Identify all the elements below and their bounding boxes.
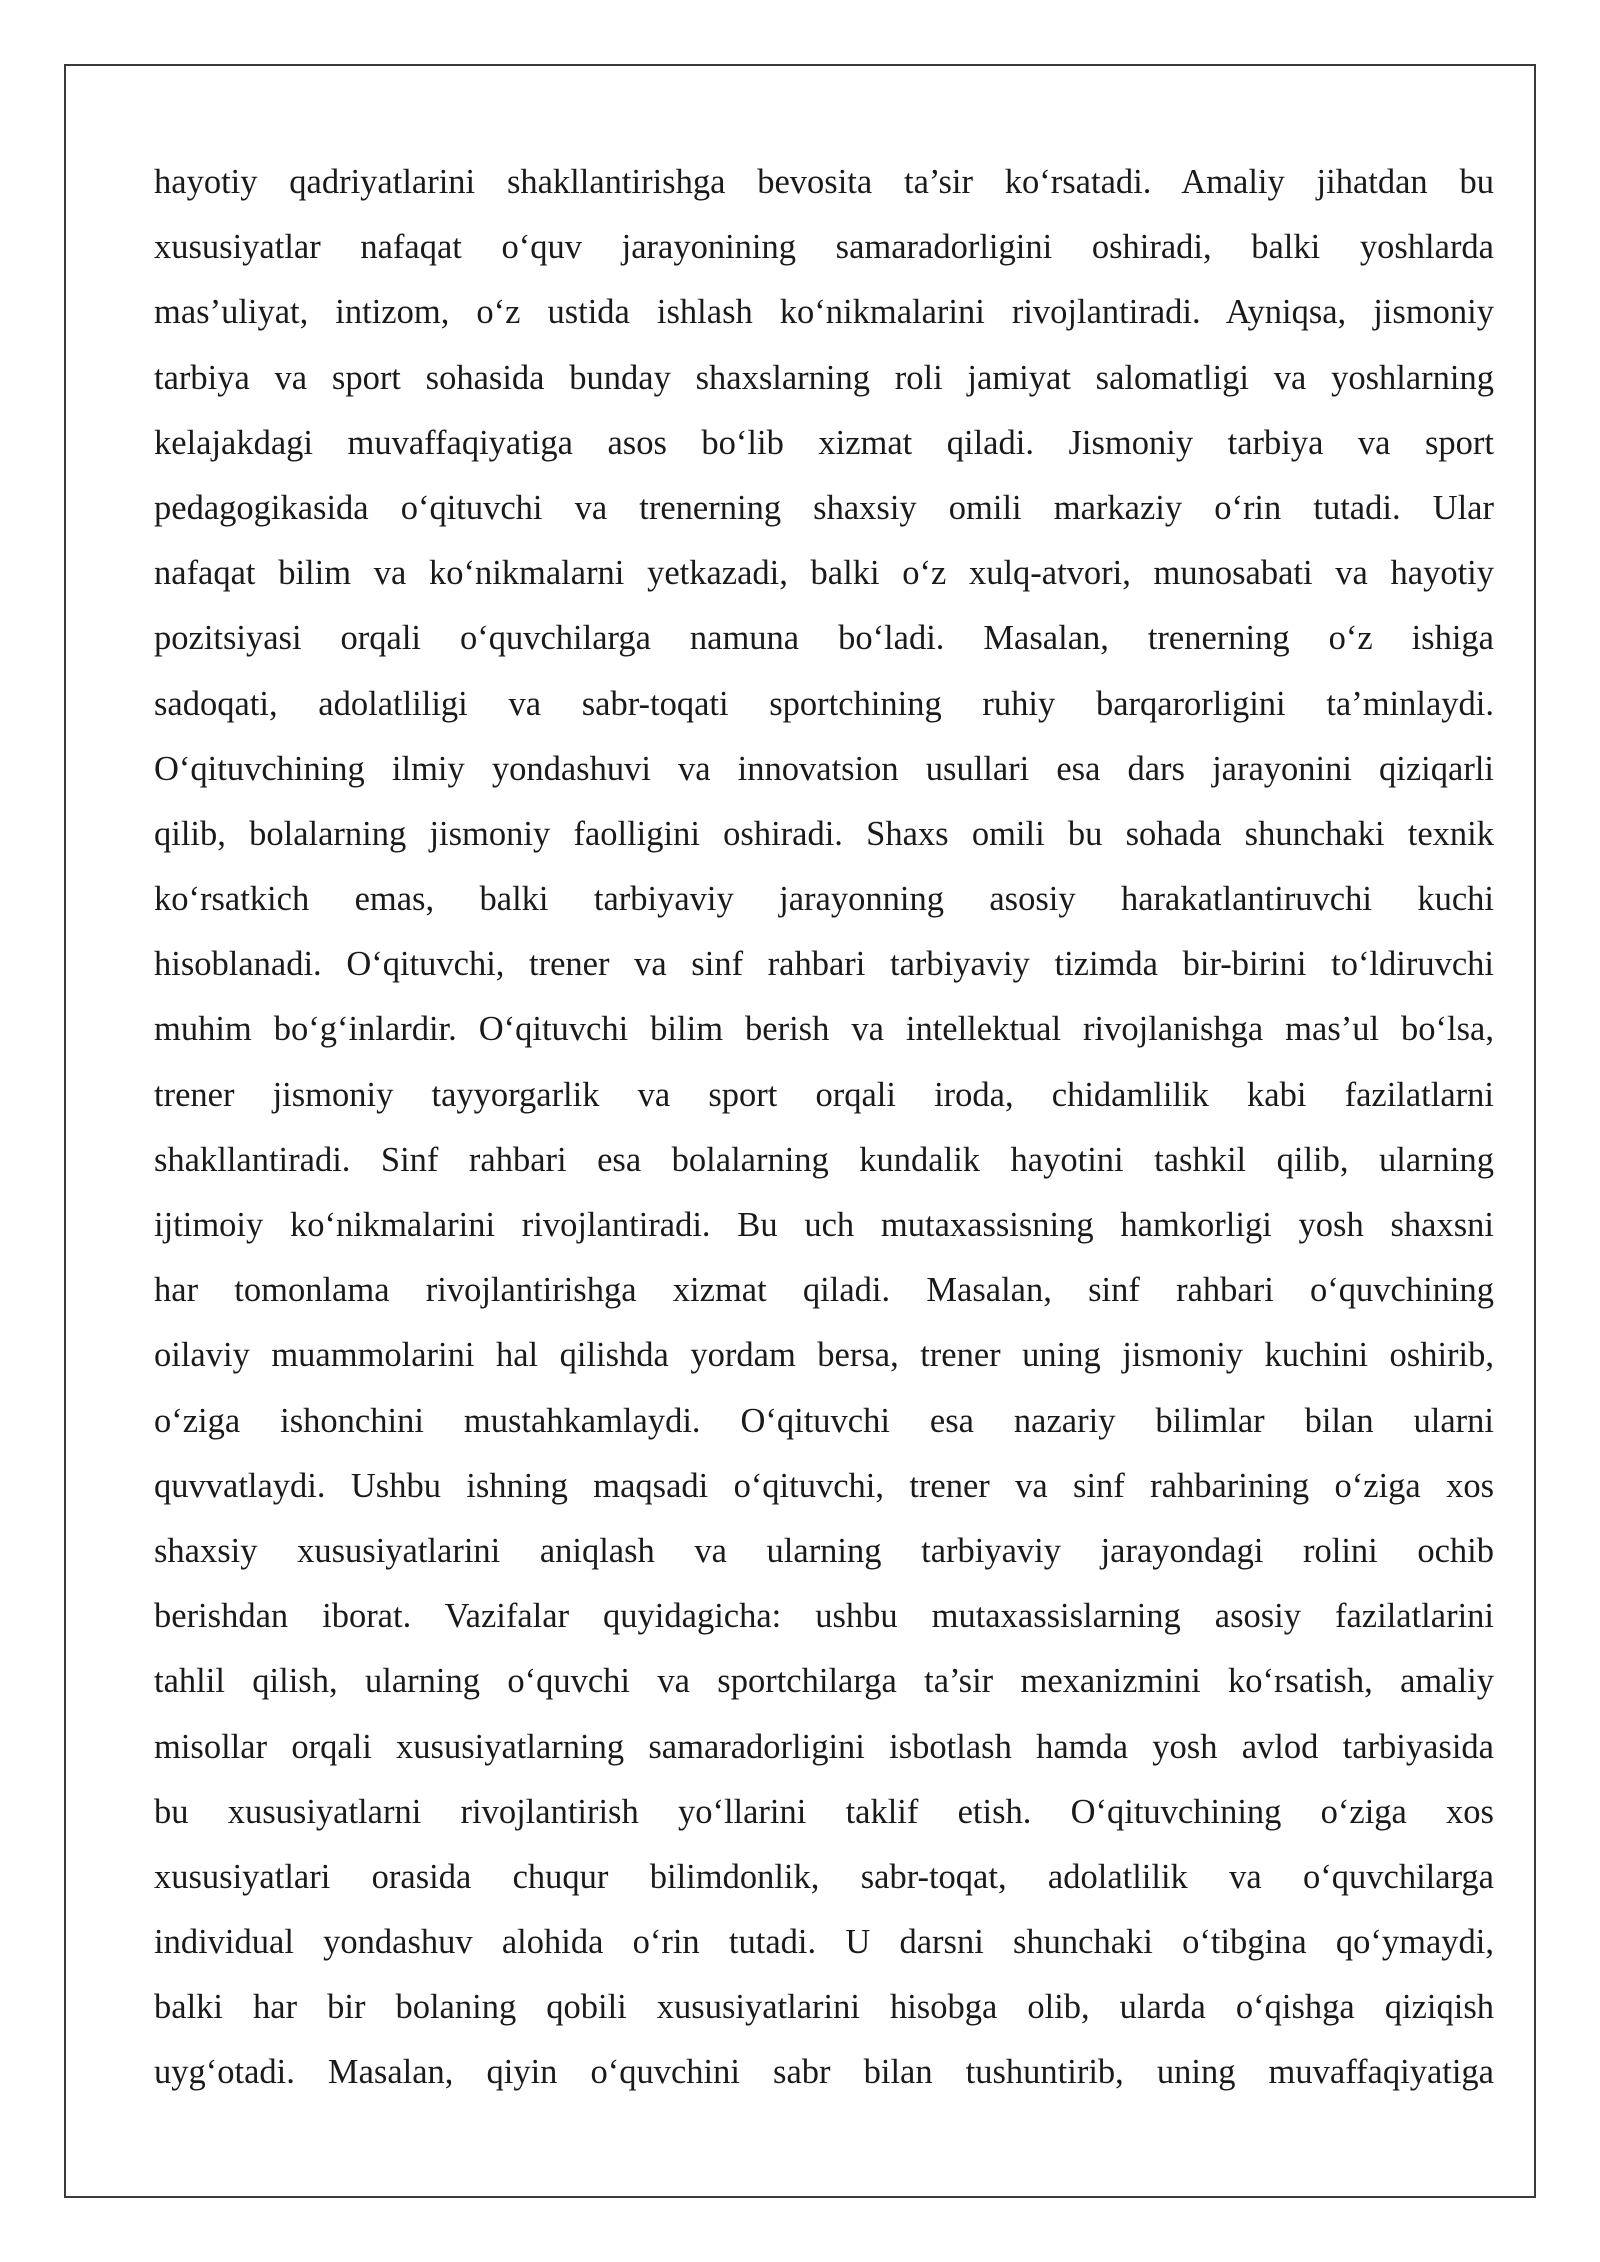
text-line-29: balki har bir bolaning qobili xususiyatlarini hisobga olib, ularda o‘qishga qiziqish — [154, 1988, 1494, 2027]
text-line-23: berishdan iborat. Vazifalar quyidagicha: ushbu mutaxassislarning asosiy fazilatlarini — [154, 1597, 1494, 1636]
text-line-24: tahlil qilish, ularning o‘quvchi va sportchilarga ta’sir mexanizmini ko‘rsatish, amaliy — [154, 1662, 1494, 1701]
text-line-18: har tomonlama rivojlantirishga xizmat qiladi. Masalan, sinf rahbari o‘quvchining — [154, 1271, 1494, 1310]
text-line-25: misollar orqali xususiyatlarning samaradorligini isbotlash hamda yosh avlod tarbiyasida — [154, 1727, 1494, 1766]
text-line-21: quvvatlaydi. Ushbu ishning maqsadi o‘qituvchi, trener va sinf rahbarining o‘ziga xos — [154, 1466, 1494, 1505]
text-line-13: hisoblanadi. O‘qituvchi, trener va sinf rahbari tarbiyaviy tizimda bir-birini to‘ldiruvchi — [154, 945, 1494, 984]
text-line-4: tarbiya va sport sohasida bunday shaxslarning roli jamiyat salomatligi va yoshlarning — [154, 358, 1494, 397]
text-line-7: nafaqat bilim va ko‘nikmalarni yetkazadi, balki o‘z xulq-atvori, munosabati va hayotiy — [154, 554, 1494, 593]
text-line-9: sadoqati, adolatliligi va sabr-toqati sportchining ruhiy barqarorligini ta’minlaydi. — [154, 684, 1494, 723]
text-line-6: pedagogikasida o‘qituvchi va trenerning shaxsiy omili markaziy o‘rin tutadi. Ular — [154, 488, 1494, 527]
text-line-3: mas’uliyat, intizom, o‘z ustida ishlash ko‘nikmalarini rivojlantiradi. Ayniqsa, jismoniy — [154, 293, 1494, 332]
text-line-26: bu xususiyatlarni rivojlantirish yo‘llarini taklif etish. O‘qituvchining o‘ziga xos — [154, 1792, 1494, 1831]
text-line-10: O‘qituvchining ilmiy yondashuvi va innovatsion usullari esa dars jarayonini qiziqarli — [154, 749, 1494, 788]
text-line-20: o‘ziga ishonchini mustahkamlaydi. O‘qituvchi esa nazariy bilimlar bilan ularni — [154, 1401, 1494, 1440]
text-line-2: xususiyatlar nafaqat o‘quv jarayonining samaradorligini oshiradi, balki yoshlarda — [154, 228, 1494, 267]
text-line-14: muhim bo‘g‘inlardir. O‘qituvchi bilim berish va intellektual rivojlanishga mas’ul bo‘lsa, — [154, 1010, 1494, 1049]
text-line-11: qilib, bolalarning jismoniy faolligini oshiradi. Shaxs omili bu sohada shunchaki texnik — [154, 814, 1494, 853]
text-line-28: individual yondashuv alohida o‘rin tutadi. U darsni shunchaki o‘tibgina qo‘ymaydi, — [154, 1923, 1494, 1962]
text-line-5: kelajakdagi muvaffaqiyatiga asos bo‘lib xizmat qiladi. Jismoniy tarbiya va sport — [154, 423, 1494, 462]
text-line-27: xususiyatlari orasida chuqur bilimdonlik, sabr-toqat, adolatlilik va o‘quvchilarga — [154, 1857, 1494, 1896]
text-line-1: hayotiy qadriyatlarini shakllantirishga bevosita ta’sir ko‘rsatadi. Amaliy jihatdan bu — [154, 163, 1494, 201]
text-line-22: shaxsiy xususiyatlarini aniqlash va ularning tarbiyaviy jarayondagi rolini ochib — [154, 1531, 1494, 1570]
text-line-12: ko‘rsatkich emas, balki tarbiyaviy jarayonning asosiy harakatlantiruvchi kuchi — [154, 880, 1494, 919]
body-paragraph — [154, 150, 1494, 2106]
text-line-8: pozitsiyasi orqali o‘quvchilarga namuna bo‘ladi. Masalan, trenerning o‘z ishiga — [154, 619, 1494, 658]
text-line-15: trener jismoniy tayyorgarlik va sport orqali iroda, chidamlilik kabi fazilatlarni — [154, 1075, 1494, 1114]
text-line-19: oilaviy muammolarini hal qilishda yordam bersa, trener uning jismoniy kuchini oshirib, — [154, 1336, 1494, 1375]
text-line-16: shakllantiradi. Sinf rahbari esa bolalarning kundalik hayotini tashkil qilib, ularning — [154, 1140, 1494, 1179]
text-line-17: ijtimoiy ko‘nikmalarini rivojlantiradi. Bu uch mutaxassisning hamkorligi yosh shaxsni — [154, 1206, 1494, 1244]
text-line-30: uyg‘otadi. Masalan, qiyin o‘quvchini sabr bilan tushuntirib, uning muvaffaqiyatiga — [154, 2053, 1494, 2092]
